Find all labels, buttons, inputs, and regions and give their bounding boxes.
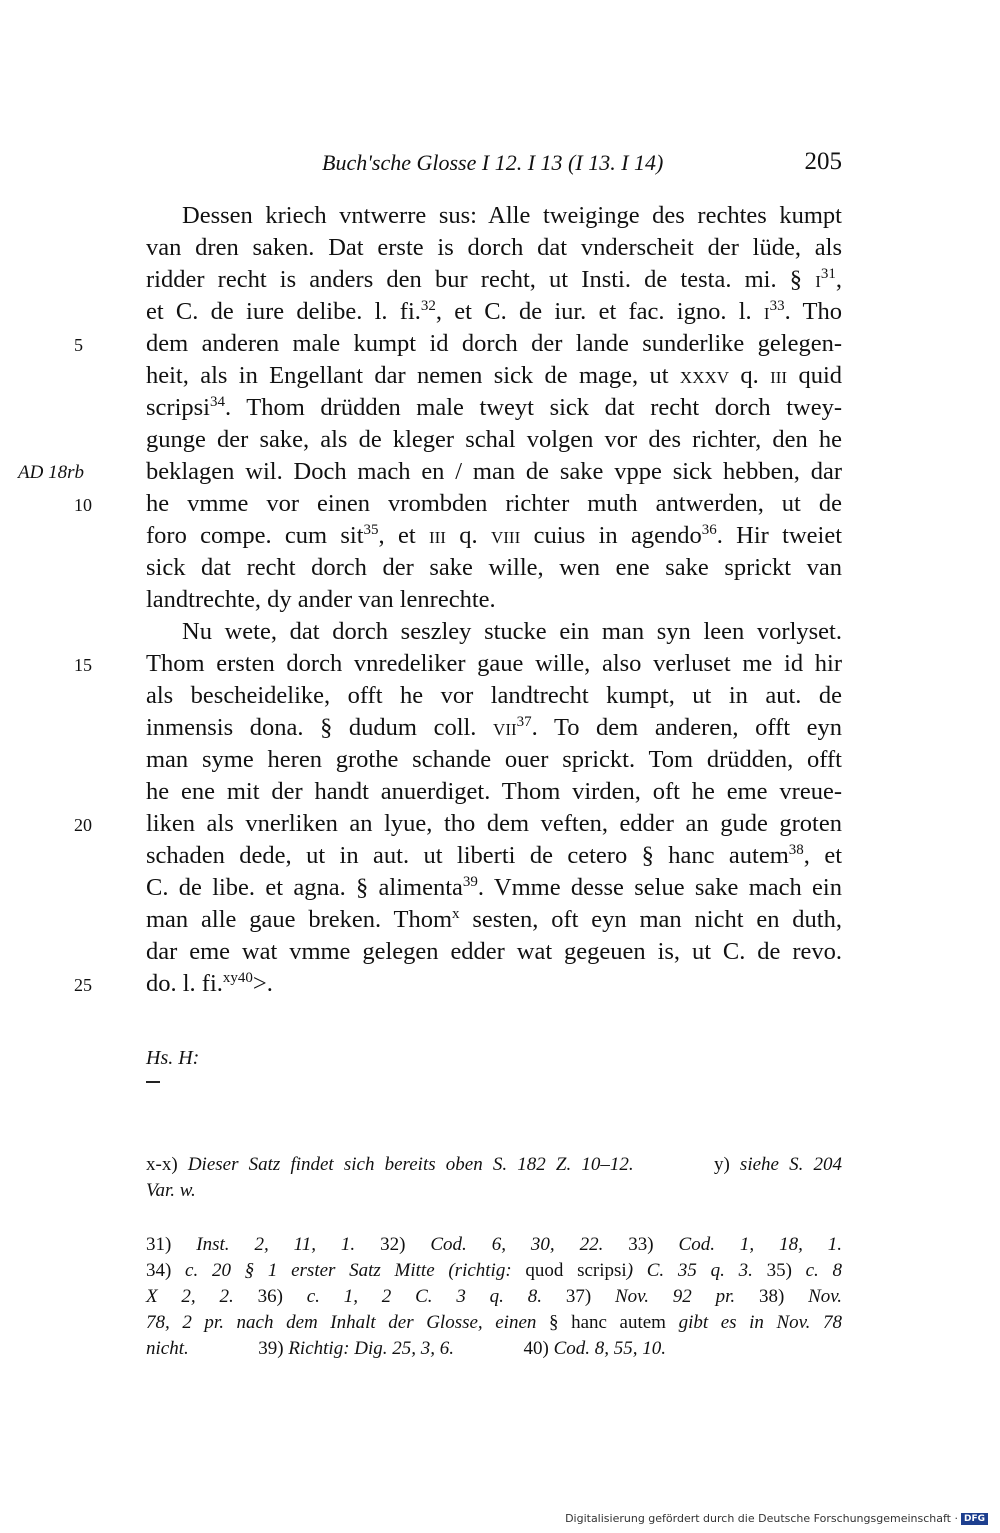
digitization-credit: Digitalisierung gefördert durch die Deutsche Forschungsgemeinschaft · DFG <box>565 1512 988 1525</box>
variant-apparatus <box>146 1152 842 1204</box>
page-number: 205 <box>804 148 842 175</box>
line-number: 25 <box>74 975 92 995</box>
text-line-19: he ene mit der handt anuerdiget. Thom virden, oft he eme vreue- <box>146 778 842 805</box>
footnotes <box>146 1232 842 1362</box>
footnote-line: nicht. 39) Richtig: Dig. 25, 3, 6. 40) Cod. 8, 55, 10. <box>146 1338 667 1359</box>
footnote-ref-40: xy40 <box>222 970 253 986</box>
footnote-ref-36: 36 <box>701 522 717 538</box>
running-title: Buch'sche Glosse I 12. I 13 (I 13. I 14) <box>322 150 664 175</box>
footnote-line: X 2, 2. 36) c. 1, 2 C. 3 q. 8. 37) Nov. 92 pr. 38) Nov. <box>146 1286 843 1307</box>
text-line-6: heit, als in Engellant dar nemen sick de mage, ut xxxv q. iii quid <box>146 362 842 389</box>
text-line-1: Dessen kriech vntwerre sus: Alle tweiginge des rechtes kumpt <box>182 202 842 229</box>
variant-line: Var. w. <box>146 1180 196 1201</box>
variant-ref-x: x <box>452 906 460 922</box>
text-line-23: man alle gaue breken. Thom$^x$ sesten, oft eyn man nicht en duth, <box>146 906 842 933</box>
text-line-2: van dren saken. Dat erste is dorch dat vnderscheit der lüde, als <box>146 234 842 261</box>
text-line-12: sick dat recht dorch der sake wille, wen ene sake sprickt van <box>146 554 842 581</box>
text-line-13: landtrechte, dy ander van lenrechte. <box>146 586 496 613</box>
footnote-ref-39: 39 <box>462 874 478 890</box>
text-line-5: 5 dem anderen male kumpt id dorch der lande sunderlike gelegen- <box>146 328 842 360</box>
variant-line: x-x) Dieser Satz findet sich bereits oben S. 182 Z. 10–12. y) siehe S. 204 <box>146 1154 843 1175</box>
text-line-3: ridder recht is anders den bur recht, ut Insti. de testa. mi. § $i^{31}$, <box>146 266 842 293</box>
text-line-17: inmensis dona. § dudum coll. vii$^{37}$. To dem anderen, offt eyn <box>146 714 842 741</box>
text-line-7: scripsi$^{34}$. Thom drüdden male tweyt sick dat recht dorch twey- <box>146 394 842 421</box>
margin-note: AD 18rb <box>18 462 84 483</box>
line-number: 10 <box>74 495 92 515</box>
text-line-10: 10 he vmme vor einen vrombden richter muth antwerden, ut de <box>146 488 842 520</box>
line-number: 20 <box>74 815 92 835</box>
text-line-18: man syme heren grothe schande ouer sprickt. Tom drüdden, offt <box>146 746 842 773</box>
apparatus-dash <box>146 1081 160 1083</box>
footnote-ref-33: 33 <box>769 298 785 314</box>
page-header <box>146 150 842 180</box>
text-line-14: Nu wete, dat dorch seszley stucke ein man syn leen vorlyset. <box>182 618 842 645</box>
text-line-4: et C. de iure delibe. l. fi.$^{32}$, et C. de iur. et fac. igno. l. $i^{33}$. Tho <box>146 298 842 325</box>
line-number: 15 <box>74 655 92 675</box>
text-line-9: AD 18rb beklagen wil. Doch mach en / man de sake vppe sick hebben, dar <box>146 456 842 488</box>
footnote-line: 78, 2 pr. nach dem Inhalt der Glosse, einen § hanc autem gibt es in Nov. 78 <box>146 1312 843 1333</box>
dfg-logo: DFG <box>961 1513 988 1525</box>
footnote-ref-34: 34 <box>209 394 225 410</box>
line-number: 5 <box>74 335 83 355</box>
text-line-24: dar eme wat vmme gelegen edder wat gegeuen is, ut C. de revo. <box>146 938 842 965</box>
text-line-25: 25 do. l. fi.$^{xy40}$>. <box>146 968 842 1000</box>
text-line-8: gunge der sake, als de kleger schal volgen vor des richter, den he <box>146 426 842 453</box>
text-line-22: C. de libe. et agna. § alimenta$^{39}$. Vmme desse selue sake mach ein <box>146 874 842 901</box>
footnote-ref-32: 32 <box>420 298 436 314</box>
footnote-ref-35: 35 <box>363 522 379 538</box>
text-line-20: 20 liken als vnerliken an lyue, tho dem veften, edder an gude groten <box>146 808 842 840</box>
footnote-ref-37: 37 <box>516 714 532 730</box>
text-line-21: schaden dede, ut in aut. ut liberti de cetero § hanc autem$^{38}$, et <box>146 842 843 869</box>
footnote-line: 31) Inst. 2, 11, 1. 32) Cod. 6, 30, 22. 33) Cod. 1, 18, 1. <box>146 1234 842 1255</box>
main-text <box>18 200 843 1000</box>
apparatus-heading: Hs. H: <box>146 1047 200 1069</box>
text-line-16: als bescheidelike, offt he vor landtrecht kumpt, ut in aut. de <box>146 682 842 709</box>
text-line-15: 15 Thom ersten dorch vnredeliker gaue wille, also verluset me id hir <box>146 648 842 680</box>
footnote-line: 34) c. 20 § 1 erster Satz Mitte (richtig: quod scripsi) C. 35 q. 3. 35) c. 8 <box>146 1260 843 1281</box>
text-line-11: foro compe. cum sit$^{35}$, et iii q. viii cuius in agendo$^{36}$. Hir tweiet <box>146 522 843 549</box>
footnote-ref-31: 31 <box>820 266 836 282</box>
footnote-ref-38: 38 <box>788 842 804 858</box>
